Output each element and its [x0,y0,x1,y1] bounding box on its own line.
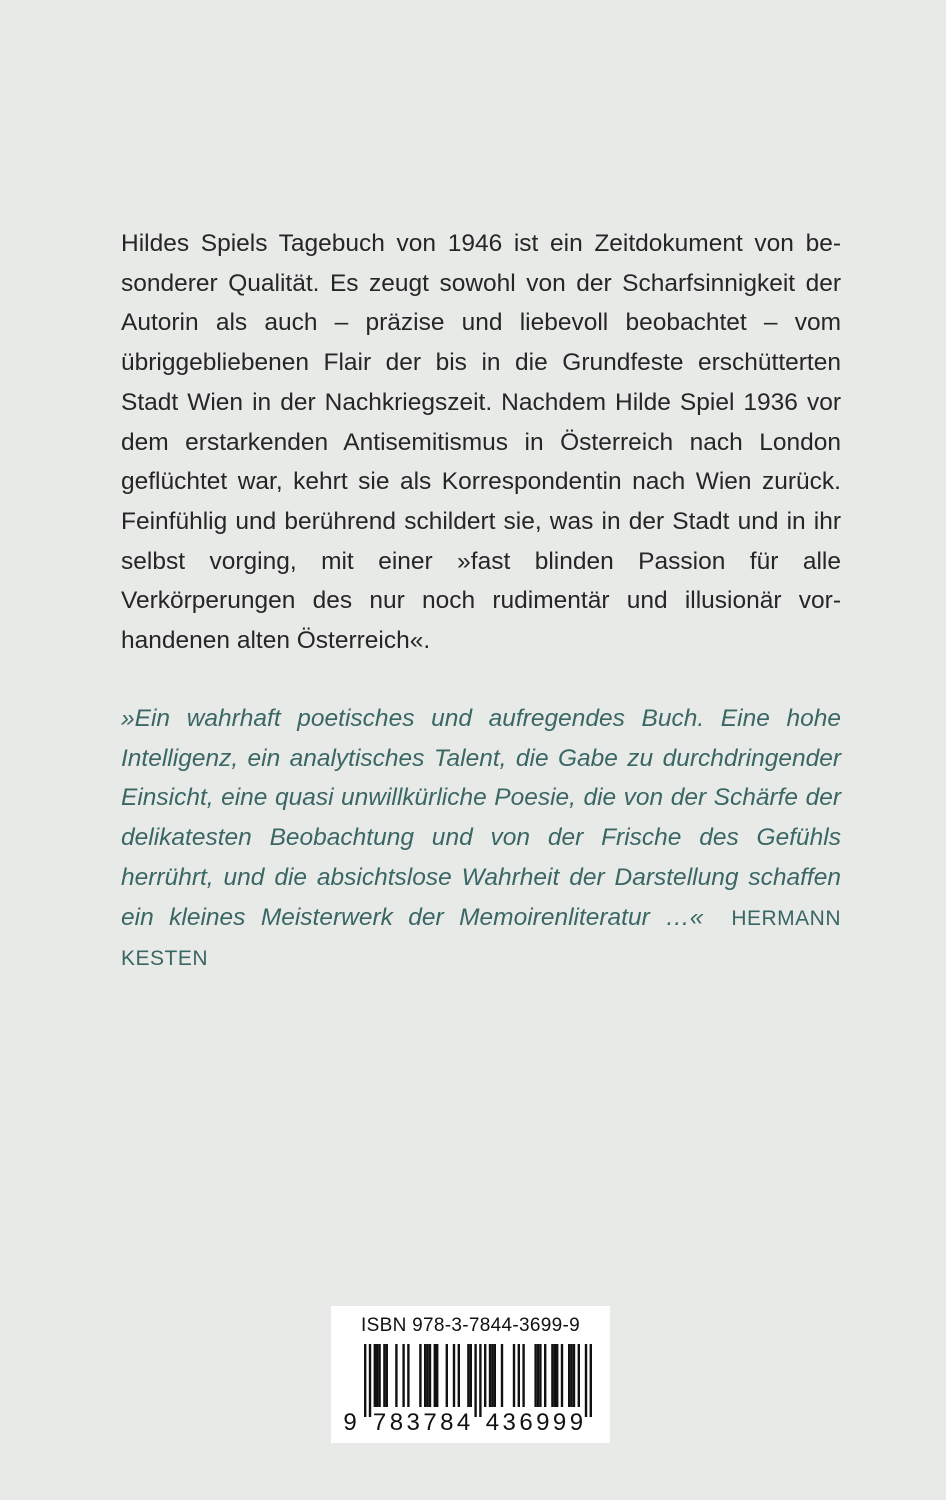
barcode-bar [458,1344,460,1407]
barcode-bar [470,1344,472,1407]
barcode-digit: 3 [502,1409,516,1436]
barcode-bar [518,1344,520,1407]
barcode-bar [590,1344,592,1417]
barcode-digit: 4 [485,1409,500,1436]
barcode-bar [568,1344,570,1407]
barcode-bar [419,1344,421,1407]
barcode-bar [429,1344,431,1407]
barcode-bar [479,1344,481,1417]
barcode-digit: 9 [536,1409,550,1436]
barcode-bar [554,1344,556,1407]
barcode-bar [551,1344,553,1407]
barcode-bar [436,1344,438,1407]
barcode-bar [369,1344,371,1417]
barcode-bar [378,1344,380,1407]
barcode-bar [578,1344,580,1407]
barcode-bar [556,1344,558,1407]
isbn-label: ISBN 978-3-7844-3699-9 [361,1315,580,1336]
barcode-bar [374,1344,376,1407]
barcode-bar [386,1344,388,1407]
barcode-bar [402,1344,404,1407]
barcode-digit: 6 [519,1409,533,1436]
barcode-bar [383,1344,385,1407]
barcode-bar [534,1344,536,1407]
barcode-bar [424,1344,426,1407]
barcode-bar [489,1344,491,1407]
barcode-bar [376,1344,378,1407]
barcode-bar [364,1344,366,1417]
barcode-bar [537,1344,539,1407]
barcode-bar [561,1344,563,1407]
barcode-bar [407,1344,409,1407]
barcode-digit: 8 [440,1409,454,1436]
barcode-bar [426,1344,428,1407]
barcode-digit: 7 [423,1409,437,1436]
barcode-bar [467,1344,469,1407]
barcode-digit: 3 [406,1409,420,1436]
review-attribution: HERMANN KESTEN [121,906,841,971]
barcode-digit: 9 [343,1409,357,1436]
barcode-bar [434,1344,436,1407]
barcode-bar [570,1344,572,1407]
barcode-bar [501,1344,503,1407]
barcode-bar [494,1344,496,1407]
barcode-image [331,1306,610,1443]
barcode-digit: 8 [389,1409,404,1436]
isbn-barcode [331,1306,610,1443]
barcode-bar [395,1344,397,1407]
review-quote [121,699,841,979]
barcode-digit: 7 [372,1409,387,1436]
barcode-bar [573,1344,575,1407]
barcode-bar [446,1344,448,1407]
barcode-bar [491,1344,493,1407]
review-quote-text: »Ein wahrhaft poetisches und aufregendes Buch. Eine hohe Intelligenz, ein analytisches Talent, die Gabe zu durchdringender Einsicht, eine quasi unwillkürliche Poesie, die von der Schärfe der delikatesten Beobachtung und von der Frische des Gefühls herrührt, und die absichtslose Wahrheit der Darstellung schaffen ein kleines Meisterwerk der Memoirenliteratur …« [121,705,841,931]
cover-blurb: Hildes Spiels Tagebuch von 1946 ist ein Zeitdokument von besonderer Qualität. Es zeugt sowohl von der Scharfsinnigkeit der Autorin als auch – präzise und liebevoll beobachtet – vom übriggebliebenen Flair der bis in die Grundfeste erschütterten Stadt Wien in der Nachkriegszeit. Nachdem Hilde Spiel 1936 vor dem erstarkenden Antisemitismus in Österreich nach London geflüchtet war, kehrt sie als Korrespondentin nach Wien zurück. Feinfühlig und berührend schildert sie, was in der Stadt und in ihr selbst vorging, mit einer »fast blinden Passion für alle Verkörperungen des nur noch rudimentär und illusionär vorhandenen alten Österreich«. [121,230,841,655]
barcode-digit: 4 [456,1409,471,1436]
barcode-bar [513,1344,515,1407]
barcode-bar [585,1344,587,1417]
barcode-bar [484,1344,486,1407]
barcode-bar [453,1344,455,1407]
barcode-bar [544,1344,546,1407]
barcode-bar [539,1344,541,1407]
barcode-digit: 9 [569,1409,584,1436]
barcode-digit: 9 [552,1409,567,1436]
barcode-bar [522,1344,524,1407]
barcode-bar [474,1344,476,1417]
